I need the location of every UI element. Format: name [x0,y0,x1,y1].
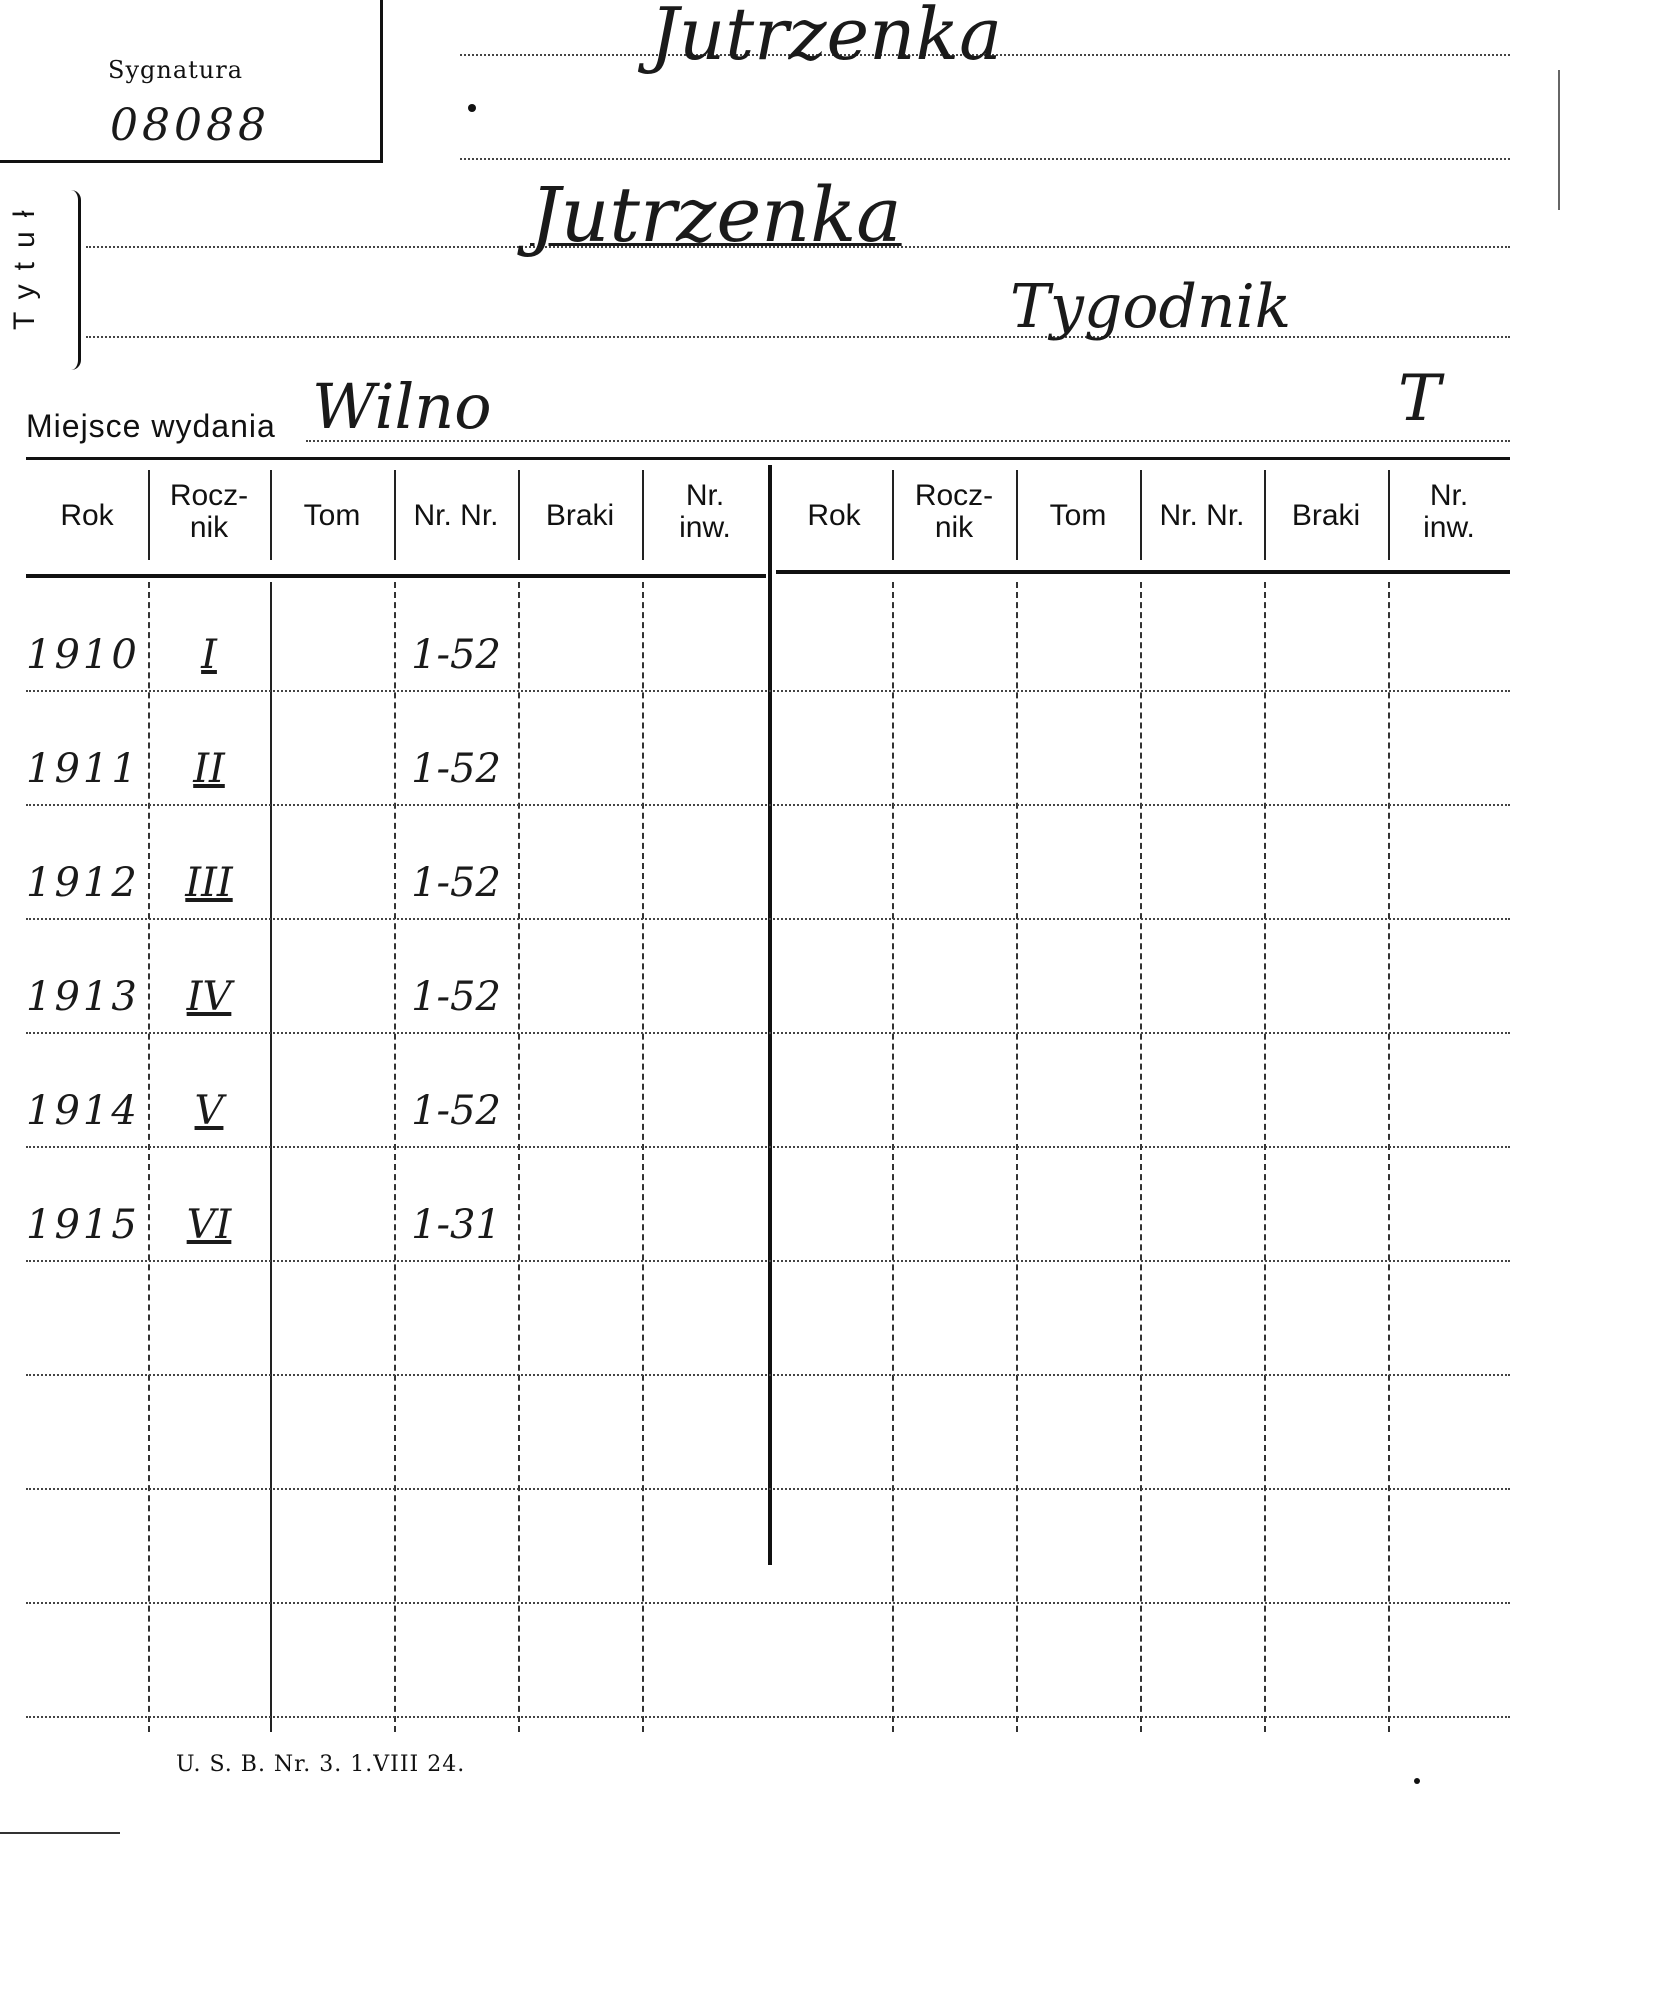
header-col-sep-right-0 [892,470,894,560]
tytul-brace [64,190,81,370]
bullet-dot [468,104,476,112]
row-line-0 [26,690,1510,692]
cell-rok: 1913 [26,974,140,1020]
left-header-3: Nr. Nr. [413,499,499,532]
tytul-line-2 [86,336,1510,338]
tytul-label [8,197,42,330]
header-col-sep-right-2 [1140,470,1142,560]
sygnatura-label: Sygnatura [108,56,244,84]
left-header-2: Tom [303,499,361,532]
footer-print-code: U. S. B. Nr. 3. 1.VIII 24. [176,1752,466,1777]
top-dotted-line-2 [460,158,1510,160]
header-col-sep-left-2 [394,470,396,560]
table-top-rule [26,457,1510,460]
header-col-sep-left-4 [642,470,644,560]
body-col-sep-left-3 [518,582,520,1732]
miejsce-label: Miejsce wydania [26,408,276,444]
body-col-sep-left-4 [642,582,644,1732]
right-header-5: Nr. inw. [1423,479,1475,544]
header-col-sep-right-4 [1388,470,1390,560]
right-header-4: Braki [1291,499,1361,532]
cell-rok: 1910 [26,632,140,678]
row-line-7 [26,1488,1510,1490]
header-col-sep-right-3 [1264,470,1266,560]
bottom-dot [1414,1778,1420,1784]
header-bottom-rule-right [776,570,1510,574]
cell-rocznik: II [193,746,225,792]
body-col-sep-right-4 [1388,582,1390,1732]
miejsce-value: Wilno [312,370,492,443]
body-col-sep-right-2 [1140,582,1142,1732]
right-edge-mark [1558,70,1560,210]
header-col-sep-right-1 [1016,470,1018,560]
header-col-sep-left-1 [270,470,272,560]
cell-rok: 1915 [26,1202,140,1248]
cell-rok: 1914 [26,1088,140,1134]
tytul-line-1-text: Jutrzenka [530,170,902,259]
right-header-1: Rocz- nik [914,479,994,544]
right-header-2: Tom [1049,499,1107,532]
body-col-sep-right-0 [892,582,894,1732]
left-header-5: Nr. inw. [679,479,731,544]
body-col-sep-right-3 [1264,582,1266,1732]
cell-rocznik: III [185,860,233,906]
row-line-9 [26,1716,1510,1718]
row-line-8 [26,1602,1510,1604]
right-header-0: Rok [807,499,861,532]
header-col-sep-left-3 [518,470,520,560]
body-col-sep-right-1 [1016,582,1018,1732]
row-line-6 [26,1374,1510,1376]
tytul-line-2-text: Tygodnik [1010,272,1292,342]
tytul-label-text: Tytuł [8,196,41,330]
cell-rocznik: V [194,1088,224,1134]
sygnatura-value: 08088 [110,100,270,151]
cell-nr: 1-52 [411,974,501,1020]
row-line-3 [26,1032,1510,1034]
cell-rocznik: I [201,632,217,678]
cell-nr: 1-52 [411,860,501,906]
row-line-1 [26,804,1510,806]
center-divider [768,465,772,1565]
body-col-sep-left-1 [270,582,272,1732]
cell-nr: 1-52 [411,746,501,792]
right-header-3: Nr. Nr. [1159,499,1245,532]
cell-nr: 1-31 [411,1202,501,1248]
check-mark: T [1398,362,1441,436]
row-line-5 [26,1260,1510,1262]
left-header-0: Rok [60,499,114,532]
cell-nr: 1-52 [411,632,501,678]
cell-rocznik: VI [186,1202,232,1248]
left-header-4: Braki [545,499,615,532]
cell-nr: 1-52 [411,1088,501,1134]
top-handwritten-title: Jutrzenka [650,0,1003,76]
cell-rok: 1912 [26,860,140,906]
header-col-sep-left-0 [148,470,150,560]
left-header-1: Rocz- nik [169,479,249,544]
row-line-2 [26,918,1510,920]
cell-rocznik: IV [186,974,232,1020]
header-bottom-rule-left [26,574,766,578]
sygnatura-box [0,0,383,163]
cell-rok: 1911 [26,746,140,792]
row-line-4 [26,1146,1510,1148]
bottom-left-stroke [0,1832,120,1834]
